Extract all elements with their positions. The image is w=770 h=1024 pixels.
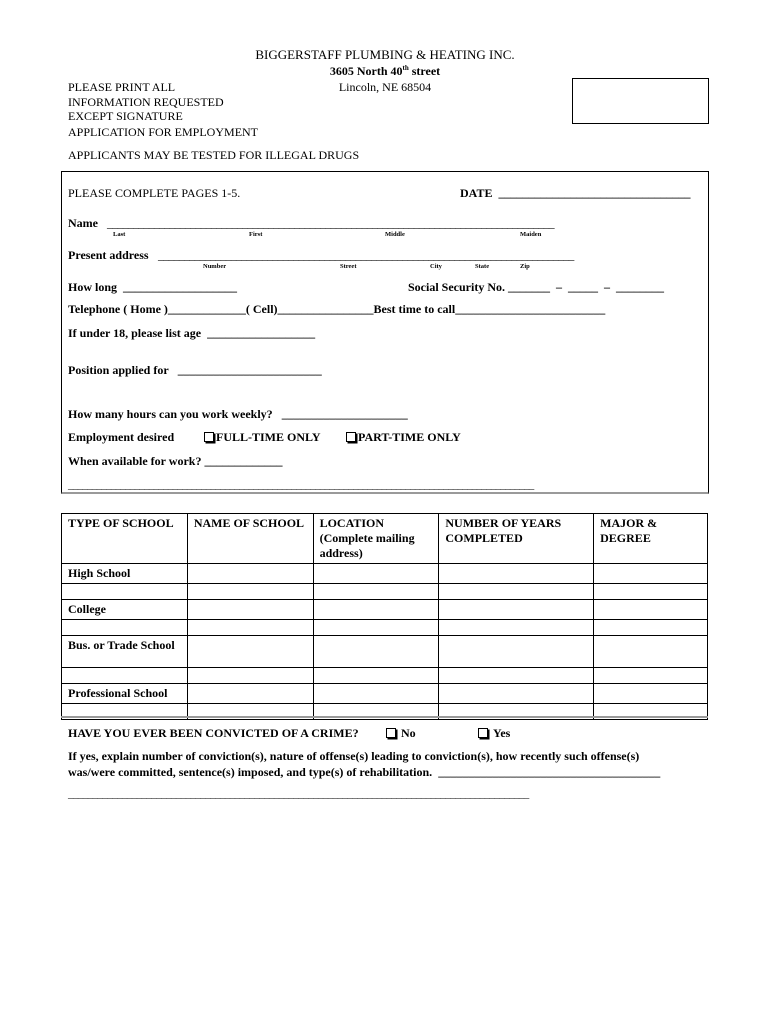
section-divider <box>61 716 708 718</box>
company-street <box>0 64 770 79</box>
table-cell[interactable] <box>187 668 313 684</box>
crime-final-blank[interactable]: ______________________________________________________________________________________________ <box>68 788 529 800</box>
best-time-blank[interactable]: _________________________ <box>455 302 606 316</box>
row-label <box>62 584 188 600</box>
part-time-label: PART-TIME ONLY <box>358 430 461 444</box>
address-sub-city: City <box>430 263 442 270</box>
table-cell[interactable] <box>187 620 313 636</box>
company-name: BIGGERSTAFF PLUMBING & HEATING INC. <box>255 47 515 62</box>
table-row <box>62 684 708 704</box>
table-cell[interactable] <box>439 584 594 600</box>
table-cell[interactable] <box>313 636 439 668</box>
table-row <box>62 668 708 684</box>
crime-yes-checkbox[interactable] <box>478 728 488 738</box>
table-cell[interactable] <box>313 600 439 620</box>
how-long-label: How long <box>68 280 118 294</box>
table-cell[interactable] <box>187 600 313 620</box>
address-sub-state: State <box>475 263 490 270</box>
table-cell[interactable] <box>439 668 594 684</box>
street-suffix: th <box>402 64 409 72</box>
address-sub-street: Street <box>340 263 357 270</box>
table-cell[interactable] <box>313 584 439 600</box>
header-location: LOCATION (Complete mailing address) <box>313 514 439 564</box>
full-time-label: FULL-TIME ONLY <box>216 430 321 444</box>
crime-no-label: No <box>401 726 416 740</box>
crime-explain-line2[interactable] <box>68 765 660 780</box>
header-name-of-school: NAME OF SCHOOL <box>187 514 313 564</box>
header-years-completed: NUMBER OF YEARS COMPLETED <box>439 514 594 564</box>
how-long-field[interactable] <box>68 280 237 295</box>
crime-yes-option[interactable] <box>478 726 510 741</box>
table-row <box>62 600 708 620</box>
row-label: Professional School <box>62 684 188 704</box>
table-cell[interactable] <box>439 684 594 704</box>
available-label: When available for work? <box>68 454 202 468</box>
name-sub-maiden: Maiden <box>520 231 542 238</box>
available-field[interactable] <box>68 454 282 469</box>
table-row <box>62 584 708 600</box>
telephone-cell-blank[interactable]: ________________ <box>277 302 374 316</box>
print-instruction-2: INFORMATION REQUESTED <box>68 95 224 109</box>
hours-blank[interactable]: _____________________ <box>281 407 408 421</box>
row-label: Bus. or Trade School <box>62 636 188 668</box>
name-sub-last: Last <box>113 231 126 238</box>
part-time-option[interactable] <box>346 430 461 445</box>
position-field[interactable] <box>68 363 322 378</box>
crime-explain-text: was/were committed, sentence(s) imposed, and type(s) of rehabilitation. <box>68 765 433 779</box>
crime-explain-blank[interactable]: _____________________________________ <box>438 765 661 779</box>
telephone-home-blank[interactable]: _____________ <box>167 302 246 316</box>
row-label: College <box>62 600 188 620</box>
name-sub-first: First <box>249 231 263 238</box>
pages-note: PLEASE COMPLETE PAGES 1-5. <box>68 186 241 200</box>
date-field[interactable] <box>460 186 690 201</box>
table-cell[interactable] <box>187 636 313 668</box>
telephone-home-label: Telephone ( Home ) <box>68 302 168 316</box>
date-label: DATE <box>460 186 493 200</box>
table-cell[interactable] <box>594 684 708 704</box>
crime-yes-label: Yes <box>493 726 511 740</box>
table-cell[interactable] <box>594 600 708 620</box>
table-cell[interactable] <box>594 668 708 684</box>
table-cell[interactable] <box>594 564 708 584</box>
position-label: Position applied for <box>68 363 169 377</box>
full-time-option[interactable] <box>204 430 321 445</box>
print-instruction-1: PLEASE PRINT ALL <box>68 80 176 94</box>
table-row <box>62 636 708 668</box>
row-label <box>62 620 188 636</box>
ssn-field[interactable] <box>408 280 664 295</box>
table-cell[interactable] <box>594 620 708 636</box>
part-time-checkbox[interactable] <box>346 432 356 442</box>
address-sub-zip: Zip <box>520 263 530 270</box>
table-cell[interactable] <box>439 620 594 636</box>
age-blank[interactable]: __________________ <box>207 326 316 340</box>
table-cell[interactable] <box>313 684 439 704</box>
print-instruction-3: EXCEPT SIGNATURE <box>68 109 183 123</box>
table-cell[interactable] <box>439 636 594 668</box>
address-sub-number: Number <box>203 263 227 270</box>
name-field[interactable]: ______________________________________________________________________________________ <box>107 216 554 230</box>
header-major-degree: MAJOR & DEGREE <box>594 514 708 564</box>
table-cell[interactable] <box>187 564 313 584</box>
company-city: Lincoln, NE 68504 <box>338 80 432 94</box>
table-row <box>62 564 708 584</box>
table-cell[interactable] <box>594 636 708 668</box>
age-field[interactable] <box>68 326 315 341</box>
crime-no-checkbox[interactable] <box>386 728 396 738</box>
name-sub-middle: Middle <box>385 231 405 238</box>
age-label: If under 18, please list age <box>68 326 202 340</box>
crime-no-option[interactable] <box>386 726 416 741</box>
row-label: High School <box>62 564 188 584</box>
name-label: Name <box>68 216 98 230</box>
address-field[interactable]: ________________________________________________________________________________ <box>158 248 574 262</box>
table-cell[interactable] <box>187 684 313 704</box>
position-blank[interactable]: ________________________ <box>177 363 322 377</box>
drug-notice: APPLICANTS MAY BE TESTED FOR ILLEGAL DRUGS <box>68 148 360 162</box>
education-table <box>61 513 708 720</box>
table-cell[interactable] <box>313 564 439 584</box>
form-bottom-blank[interactable]: __________________________________________________________________________________________________ <box>68 479 534 491</box>
crime-question: HAVE YOU EVER BEEN CONVICTED OF A CRIME? <box>68 726 359 740</box>
hours-label: How many hours can you work weekly? <box>68 407 273 421</box>
date-blank[interactable]: ________________________________ <box>498 186 691 200</box>
table-cell[interactable] <box>594 584 708 600</box>
address-label: Present address <box>68 248 149 262</box>
how-long-blank[interactable]: ___________________ <box>123 280 238 294</box>
hours-field[interactable] <box>68 407 408 422</box>
table-cell[interactable] <box>439 600 594 620</box>
best-time-label: Best time to call <box>373 302 456 316</box>
full-time-checkbox[interactable] <box>204 432 214 442</box>
table-cell[interactable] <box>187 584 313 600</box>
logo-box <box>572 78 709 124</box>
header-type-of-school: TYPE OF SCHOOL <box>62 514 188 564</box>
application-title: APPLICATION FOR EMPLOYMENT <box>68 125 259 139</box>
ssn-label: Social Security No. <box>408 280 505 294</box>
row-label <box>62 668 188 684</box>
telephone-row[interactable] <box>68 302 605 317</box>
street-name: street <box>408 64 441 78</box>
table-cell[interactable] <box>313 620 439 636</box>
education-header-row <box>62 514 708 564</box>
street-number: 3605 North 40 <box>329 64 403 78</box>
table-cell[interactable] <box>313 668 439 684</box>
ssn-blank[interactable]: _______ – _____ – ________ <box>508 280 664 294</box>
table-cell[interactable] <box>439 564 594 584</box>
crime-explain-line1: If yes, explain number of conviction(s), nature of offense(s) leading to conviction(s), how recently such offense(s) <box>68 749 640 763</box>
available-blank[interactable]: _____________ <box>204 454 283 468</box>
telephone-cell-label: ( Cell) <box>245 302 278 316</box>
table-row <box>62 620 708 636</box>
employment-desired-label: Employment desired <box>68 430 175 444</box>
